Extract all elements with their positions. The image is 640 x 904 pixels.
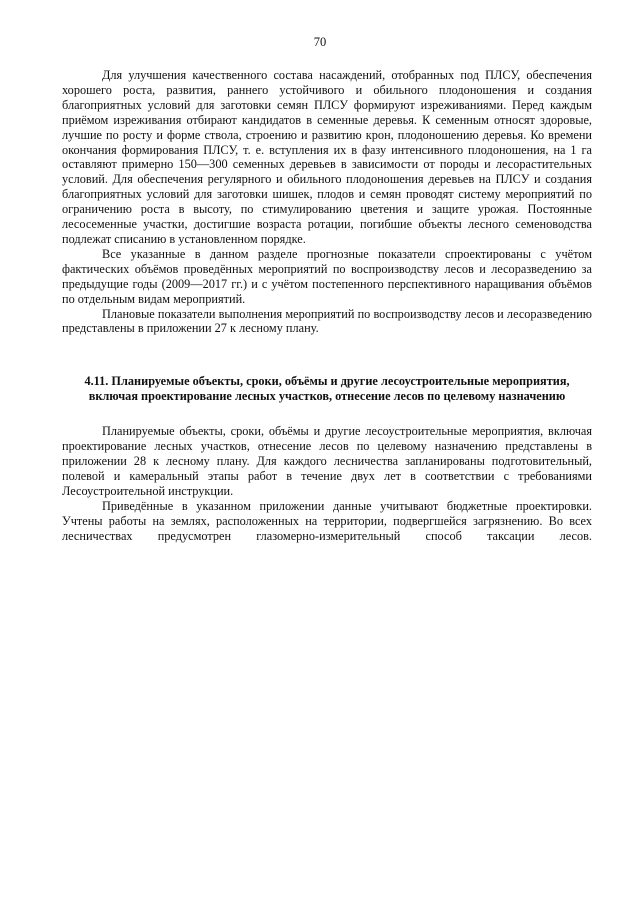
paragraph-seed-plots: Для улучшения качественного состава насаждений, отобранных под ПЛСУ, обеспечения хорошего роста, развития, раннего устойчивого и обильного плодоношения и создания благоприятных условий для заготовки семян ПЛСУ формируют изреживаниями. Перед каждым приёмом изреживания отбирают кандидатов в семенные деревья. К семенным относят здоровые, лучшие по росту и форме ствола, строению и развитию крон, плодоношению деревья. Ко времени окончания формирования ПЛСУ, т. е. вступления их в фазу интенсивного плодоношения, на 1 га оставляют примерно 150—300 семенных деревьев в зависимости от породы и лесорастительных условий. Для обеспечения регулярного и обильного плодоношения деревьев на ПЛСУ и создания благоприятных условий для заготовки шишек, плодов и семян проводят систему мероприятий по ограничению роста в высоту, по стимулированию цветения и защите урожая. Постоянные лесосеменные участки, достигшие возраста ротации, погибшие объекты лесного семеноводства подлежат списанию в установленном порядке.	[62, 68, 592, 246]
paragraph-budget-projections: Приведённые в указанном приложении данные учитывают бюджетные проектировки. Учтены работы на землях, расположенных на территории, подвергшейся загрязнению. Во всех лесничествах предусмотрен глазомерно-измерительный способ таксации лесов.	[62, 498, 592, 543]
section-heading-line-2: включая проектирование лесных участков, отнесение лесов по целевому назначению	[88, 389, 566, 404]
paragraph-planned-objects: Планируемые объекты, сроки, объёмы и другие лесоустроительные мероприятия, включая проектирование лесных участков, отнесение лесов по целевому назначению представлены в приложении 28 к лесному плану. Для каждого лесничества запланированы подготовительный, полевой и камеральный этапы работ в течение двух лет в соответствии с требованиями Лесоустроительной инструкции.	[62, 424, 592, 498]
section-heading	[62, 374, 592, 404]
document-body	[62, 68, 592, 544]
paragraph-planned-indicators: Плановые показатели выполнения мероприятий по воспроизводству лесов и лесоразведению представлены в приложении 27 к лесному плану.	[62, 306, 592, 336]
paragraph-forecast-indicators: Все указанные в данном разделе прогнозные показатели спроектированы с учётом фактических объёмов проведённых мероприятий по воспроизводству лесов и лесоразведению за предыдущие годы (2009—2017 гг.) и с учётом постепенного перспективного наращивания объёмов по отдельным видам мероприятий.	[62, 246, 592, 306]
page-number: 70	[313, 35, 327, 49]
section-heading-line-1: 4.11. Планируемые объекты, сроки, объёмы и другие лесоустроительные мероприятия,	[84, 374, 570, 389]
